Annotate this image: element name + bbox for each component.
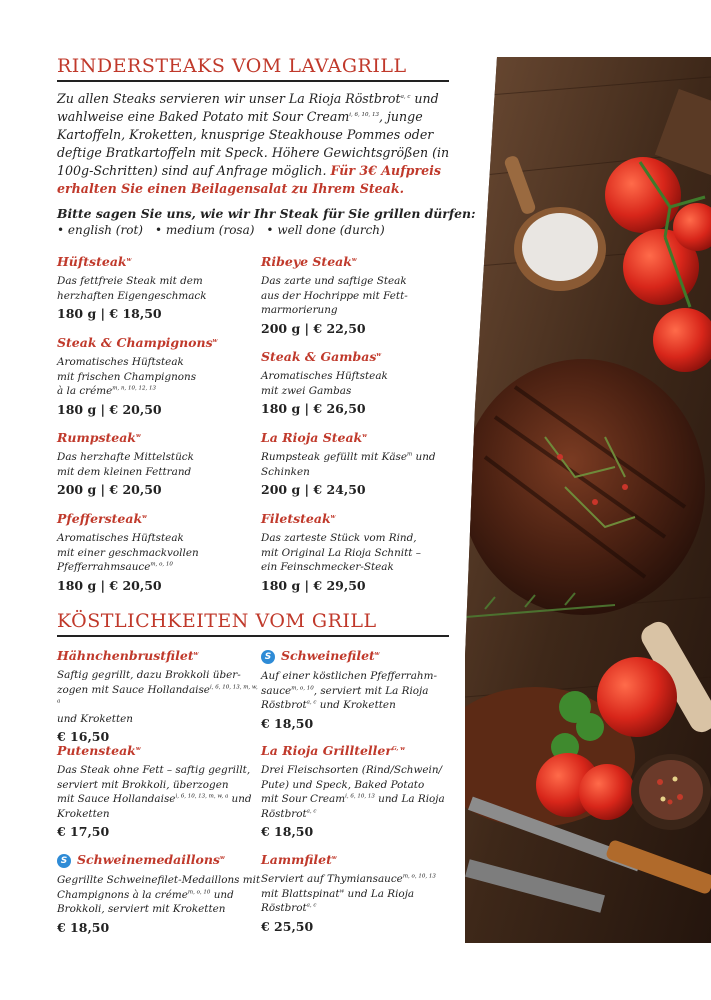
menu-item-steak-gambas: Steak & Gambas$^w$ Aromatisches Hüftsteak mit zwei Gambas 180 g | € 26,50 [261, 349, 461, 416]
price: 200 g | € 20,50 [57, 482, 162, 497]
specialty-badge-icon: S [57, 854, 71, 868]
doneness-item: • well done (durch) [266, 223, 385, 237]
price: € 17,50 [57, 824, 110, 839]
doneness-question: Bitte sagen Sie uns, wie wir Ihr Steak für Sie grillen dürfen: [57, 206, 476, 221]
menu-item-la-rioja-grillteller: La Rioja Grillteller$^{G, w}$ Drei Fleischsorten (Rind/Schwein/ Pute) und Speck, Baked Potato mit Sour Cream$^{i, 6, 10, 13}$ und La Rioja Röstbrot$^{a, c}$ € 18,50 [261, 743, 466, 839]
menu-item-ribeye: Ribeye Steak$^w$ Das zarte und saftige Steak aus der Hochrippe mit Fett- marmorierung 200 g | € 22,50 [261, 254, 461, 336]
specialty-badge-icon: S [261, 650, 275, 664]
doneness-item: • medium (rosa) [154, 223, 255, 237]
price: 200 g | € 24,50 [261, 482, 366, 497]
price: 180 g | € 29,50 [261, 577, 366, 593]
menu-item-filetsteak: Filetsteak$^w$ Das zarteste Stück vom Rind, mit Original La Rioja Schnitt – ein Feinschmecker-Steak 180 g | € 29,50 [261, 511, 461, 593]
menu-item-lammfilet: Lammfilet$^w$ Serviert auf Thymiansauce$^{m, o, 10, 13}$ mit Blattspinat$^w$ und La Rioja Röstbrot$^{a, c}$ € 25,50 [261, 852, 466, 934]
menu-item-steak-champignons: Steak & Champignons$^w$ Aromatisches Hüftsteak mit frischen Champignons à la créme$^{m, n, 10, 12, 13}$ 180 g | € 20,50 [57, 335, 257, 417]
price: 180 g | € 26,50 [261, 401, 366, 416]
menu-item-rumpsteak: Rumpsteak$^w$ Das herzhafte Mittelstück mit dem kleinen Fettrand 200 g | € 20,50 [57, 430, 257, 497]
menu-item-pfeffersteak: Pfeffersteak$^w$ Aromatisches Hüftsteak mit einer geschmackvollen Pfefferrahmsauce$^{m, o, 10}$ 180 g | € 20,50 [57, 511, 257, 593]
price: € 25,50 [261, 918, 314, 934]
food-illustration [465, 57, 711, 943]
price: € 18,50 [57, 919, 110, 935]
price: 200 g | € 22,50 [261, 320, 366, 336]
menu-item-hueftsteak: Hüftsteak$^w$ Das fettfreie Steak mit dem herzhaften Eigengeschmack 180 g | € 18,50 [57, 254, 257, 321]
price: € 18,50 [261, 824, 314, 839]
doneness-item: • english (rot) [57, 223, 143, 237]
menu-item-putensteak: Putensteak$^w$ Das Steak ohne Fett – saftig gegrillt, serviert mit Brokkoli, überzogen mit Sauce Hollandaise$^{i, 6, 10, 13, m, w, a}$ und Kroketten € 17,50 [57, 743, 262, 839]
section-divider [57, 635, 449, 637]
menu-item-schweinemedaillons: S Schweinemedaillons$^w$ Gegrillte Schweinefilet-Medaillons mit Champignons à la créme$^{m, o, 10}$ und Brokkoli, serviert mit Kroketten € 18,50 [57, 852, 261, 935]
section-title-steaks: RINDERSTEAKS VOM LAVAGRILL [57, 55, 407, 77]
menu-item-schweinefilet: S Schweinefilet$^w$ Auf einer köstlichen Pfefferrahm- sauce$^{m, o, 10}$, serviert mit La Rioja Röstbrot$^{a, c}$ und Kroketten € 18,50 [261, 648, 466, 731]
price: € 16,50 [57, 729, 110, 744]
salad-offer: Für 3€ Aufpreis erhalten Sie einen Beilagensalat zu Ihrem Steak. [57, 163, 441, 196]
price: 180 g | € 20,50 [57, 401, 162, 417]
doneness-list [57, 223, 385, 237]
price: € 18,50 [261, 715, 314, 731]
menu-item-haehnchenbrustfilet: Hähnchenbrustfilet$^w$ Saftig gegrillt, dazu Brokkoli über- zogen mit Sauce Hollandaise$^{i, 6, 10, 13, m, w, a}$ und Kroketten € 16,50 [57, 648, 262, 744]
intro-text: Zu allen Steaks servieren wir unser La Rioja Röstbrot$^{a, c}$ und wahlweise eine Baked Potato mit Sour Cream$^{i, 6, 10, 13}$, junge Kartoffeln, Kroketten, knusprige Steakhouse Pommes oder deftige Bratkartoffeln mit Speck. Höhere Gewichtsgrößen (in 100g-Schritten) sind auf Anfrage möglich. Für 3€ Aufpreis erhalten Sie einen Beilagensalat zu Ihrem Steak. [57, 91, 450, 196]
menu-item-la-rioja-steak: La Rioja Steak$^w$ Rumpsteak gefüllt mit Käse$^m$ und Schinken 200 g | € 24,50 [261, 430, 461, 497]
section-title-grill: KÖSTLICHKEITEN VOM GRILL [57, 610, 377, 632]
price: 180 g | € 18,50 [57, 306, 162, 321]
steak-photo [465, 57, 711, 943]
section-divider [57, 80, 449, 82]
price: 180 g | € 20,50 [57, 577, 162, 593]
